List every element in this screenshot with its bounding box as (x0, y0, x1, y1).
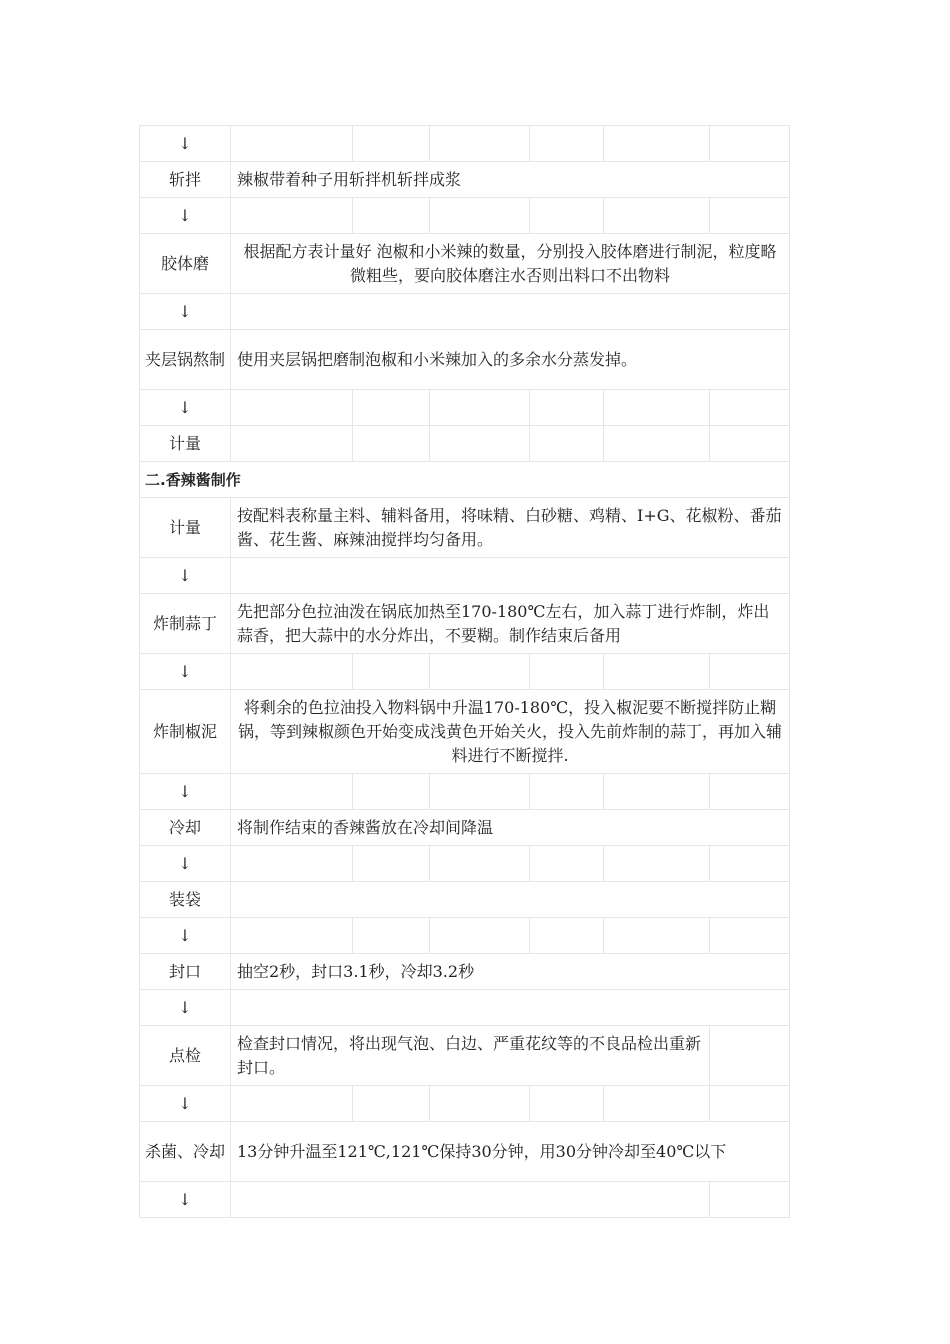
empty-cell (530, 1086, 604, 1122)
empty-cell (353, 426, 430, 462)
empty-cell (231, 918, 353, 954)
empty-cell (231, 846, 353, 882)
step-label: 炸制蒜丁 (140, 594, 231, 654)
empty-cell (430, 426, 530, 462)
table-row (140, 558, 790, 594)
empty-cell (353, 198, 430, 234)
step-description: 按配料表称量主料、辅料备用，将味精、白砂糖、鸡精、I+G、花椒粉、番茄酱、花生酱、麻辣油搅拌均匀备用。 (231, 498, 790, 558)
table-row (140, 162, 790, 198)
empty-cell (231, 1182, 710, 1218)
table-row (140, 774, 790, 810)
table-row (140, 294, 790, 330)
table-row (140, 690, 790, 774)
flow-arrow: ↓ (140, 126, 231, 162)
step-description: 抽空2秒，封口3.1秒，冷却3.2秒 (231, 954, 790, 990)
empty-cell (430, 390, 530, 426)
table-row (140, 954, 790, 990)
empty-cell (530, 846, 604, 882)
empty-cell (430, 654, 530, 690)
empty-cell (353, 918, 430, 954)
empty-cell (231, 1086, 353, 1122)
empty-cell (231, 990, 790, 1026)
empty-cell (604, 654, 710, 690)
empty-cell (710, 1026, 790, 1086)
step-label: 封口 (140, 954, 231, 990)
empty-cell (604, 846, 710, 882)
empty-cell (530, 654, 604, 690)
empty-cell (530, 198, 604, 234)
empty-cell (604, 918, 710, 954)
empty-cell (530, 126, 604, 162)
step-label: 斩拌 (140, 162, 231, 198)
step-description: 辣椒带着种子用斩拌机斩拌成浆 (231, 162, 790, 198)
table-row (140, 810, 790, 846)
flow-arrow: ↓ (140, 918, 231, 954)
step-label: 杀菌、冷却 (140, 1122, 231, 1182)
step-description (231, 882, 790, 918)
table-row (140, 918, 790, 954)
empty-cell (430, 774, 530, 810)
empty-cell (530, 774, 604, 810)
flow-arrow: ↓ (140, 198, 231, 234)
empty-cell (430, 198, 530, 234)
empty-cell (604, 390, 710, 426)
process-table-body (140, 126, 790, 1218)
flow-arrow: ↓ (140, 390, 231, 426)
table-row (140, 198, 790, 234)
empty-cell (604, 198, 710, 234)
empty-cell (710, 426, 790, 462)
empty-cell (710, 918, 790, 954)
flow-arrow: ↓ (140, 294, 231, 330)
empty-cell (710, 390, 790, 426)
flow-arrow: ↓ (140, 558, 231, 594)
empty-cell (353, 126, 430, 162)
table-row (140, 390, 790, 426)
empty-cell (710, 846, 790, 882)
table-row (140, 498, 790, 558)
empty-cell (710, 126, 790, 162)
table-row (140, 126, 790, 162)
flow-arrow: ↓ (140, 654, 231, 690)
empty-cell (710, 654, 790, 690)
table-row (140, 1182, 790, 1218)
table-row (140, 1086, 790, 1122)
empty-cell (231, 390, 353, 426)
empty-cell (430, 1086, 530, 1122)
empty-cell (353, 774, 430, 810)
empty-cell (530, 426, 604, 462)
empty-cell (231, 654, 353, 690)
step-description: 检查封口情况，将出现气泡、白边、严重花纹等的不良品检出重新封口。 (231, 1026, 710, 1086)
empty-cell (710, 774, 790, 810)
empty-cell (530, 390, 604, 426)
table-row (140, 594, 790, 654)
empty-cell (231, 126, 353, 162)
empty-cell (353, 390, 430, 426)
step-description: 使用夹层锅把磨制泡椒和小米辣加入的多余水分蒸发掉。 (231, 330, 790, 390)
empty-cell (231, 294, 790, 330)
flow-arrow: ↓ (140, 846, 231, 882)
table-row (140, 654, 790, 690)
table-row (140, 330, 790, 390)
table-row (140, 990, 790, 1026)
step-label: 计量 (140, 426, 231, 462)
step-label: 冷却 (140, 810, 231, 846)
empty-cell (530, 918, 604, 954)
step-description: 根据配方表计量好 泡椒和小米辣的数量，分别投入胶体磨进行制泥，粒度略微粗些，要向胶体磨注水否则出料口不出物料 (231, 234, 790, 294)
empty-cell (604, 426, 710, 462)
step-label: 炸制椒泥 (140, 690, 231, 774)
empty-cell (604, 774, 710, 810)
table-row (140, 846, 790, 882)
empty-cell (231, 774, 353, 810)
empty-cell (604, 126, 710, 162)
empty-cell (710, 1086, 790, 1122)
empty-cell (430, 846, 530, 882)
flow-arrow: ↓ (140, 990, 231, 1026)
empty-cell (710, 1182, 790, 1218)
step-description: 13分钟升温至121℃,121℃保持30分钟，用30分钟冷却至40℃以下 (231, 1122, 790, 1182)
step-label: 装袋 (140, 882, 231, 918)
empty-cell (430, 918, 530, 954)
table-row (140, 1026, 790, 1086)
step-label: 夹层锅熬制 (140, 330, 231, 390)
table-row (140, 1122, 790, 1182)
step-description: 将制作结束的香辣酱放在冷却间降温 (231, 810, 790, 846)
empty-cell (231, 426, 353, 462)
step-label: 计量 (140, 498, 231, 558)
section-heading: 二.香辣酱制作 (140, 462, 790, 498)
step-label: 点检 (140, 1026, 231, 1086)
empty-cell (710, 198, 790, 234)
empty-cell (231, 198, 353, 234)
table-row (140, 234, 790, 294)
step-description: 将剩余的色拉油投入物料锅中升温170-180℃，投入椒泥要不断搅拌防止糊锅，等到辣椒颜色开始变成浅黄色开始关火，投入先前炸制的蒜丁，再加入辅料进行不断搅拌. (231, 690, 790, 774)
empty-cell (353, 846, 430, 882)
table-row (140, 462, 790, 498)
flow-arrow: ↓ (140, 774, 231, 810)
flow-arrow: ↓ (140, 1182, 231, 1218)
empty-cell (231, 558, 790, 594)
empty-cell (353, 654, 430, 690)
step-label: 胶体磨 (140, 234, 231, 294)
process-table (139, 125, 790, 1218)
step-description: 先把部分色拉油泼在锅底加热至170-180℃左右，加入蒜丁进行炸制，炸出蒜香，把大蒜中的水分炸出，不要糊。制作结束后备用 (231, 594, 790, 654)
empty-cell (353, 1086, 430, 1122)
table-row (140, 426, 790, 462)
flow-arrow: ↓ (140, 1086, 231, 1122)
empty-cell (430, 126, 530, 162)
table-row (140, 882, 790, 918)
empty-cell (604, 1086, 710, 1122)
